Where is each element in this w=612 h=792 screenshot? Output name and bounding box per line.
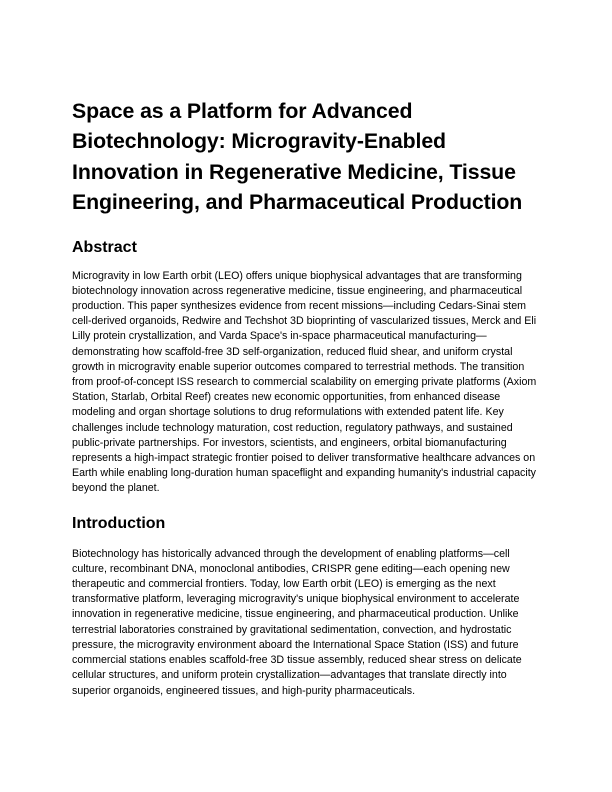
introduction-body: Biotechnology has historically advanced through the development of enabling platforms—cell culture, recombinant DNA, monoclonal antibodies, CRISPR gene editing—each opening new therapeutic and commercial frontiers. Today, low Earth orbit (LEO) is emerging as the next transformative platform, leveraging microgravity's unique biophysical environment to accelerate innovation in regenerative medicine, tissue engineering, and pharmaceutical production. Unlike terrestrial laboratories constrained by gravitational sedimentation, convection, and hydrostatic pressure, the microgravity environment aboard the International Space Station (ISS) and future commercial stations enables scaffold-free 3D tissue assembly, reduced shear stress on delicate cellular structures, and uniform protein crystallization—advantages that translate directly into superior organoids, engineered tissues, and high-purity pharmaceuticals.	[72, 547, 522, 697]
paper-title: Space as a Platform for Advanced Biotechnology: Microgravity-Enabled Innovation in Regenerative Medicine, Tissue Engineering, and Pharmaceutical Production	[72, 99, 523, 215]
paper-page	[72, 96, 542, 699]
abstract-heading: Abstract	[72, 238, 137, 256]
abstract-body: Microgravity in low Earth orbit (LEO) offers unique biophysical advantages that are transforming biotechnology innovation across regenerative medicine, tissue engineering, and pharmaceutical production. This paper synthesizes evidence from recent missions—including Cedars-Sinai stem cell-derived organoids, Redwire and Techshot 3D bioprinting of vascularized tissues, Merck and Eli Lilly protein crystallization, and Varda Space's in-space pharmaceutical manufacturing—demonstrating how scaffold-free 3D self-organization, reduced fluid shear, and uniform crystal growth in microgravity enable superior outcomes compared to terrestrial methods. The transition from proof-of-concept ISS research to commercial scalability on emerging private platforms (Axiom Station, Starlab, Orbital Reef) creates new economic opportunities, from enhanced disease modeling and organ shortage solutions to drug reformulations with extended patent life. Key challenges include technology maturation, cost reduction, regulatory pathways, and sustained public-private partnerships. For investors, scientists, and engineers, orbital biomanufacturing represents a high-impact strategic frontier poised to deliver transformative healthcare advances on Earth while enabling long-duration human spaceflight and expanding humanity's industrial capacity beyond the planet.	[72, 269, 537, 495]
introduction-heading: Introduction	[72, 514, 166, 532]
